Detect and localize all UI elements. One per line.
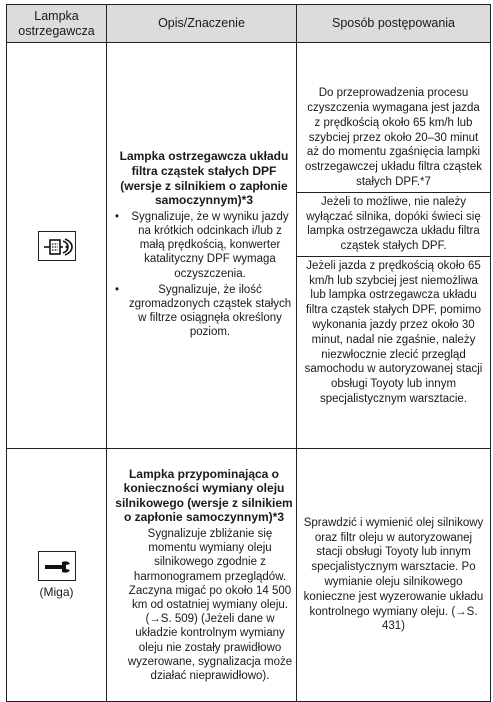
- oil-action-1: Sprawdzić i wymienić olej silnikowy oraz filtr oleju w autoryzowanej stacji obsługi Toyoty lub innym specjalistycznym warsztacie. Po wymianie oleju silnikowego konieczne jest wyzerowanie układu kontrolnego wymiany oleju. (→S. 431): [303, 516, 484, 633]
- dpf-title: Lampka ostrzegawcza układu filtra cząstek stałych DPF (wersje z silnikiem o zapłonie samoczynnym)*3: [119, 149, 289, 208]
- table-header-row: [7, 5, 491, 43]
- description-dpf: [107, 43, 297, 449]
- table-row-oil: [7, 449, 491, 702]
- table-row-dpf: [7, 43, 491, 449]
- dpf-action-3: Jeżeli jazda z prędkością około 65 km/h lub szybciej jest niemożliwa lub lampka ostrzegawcza układu filtra cząstek stałych DPF, pomimo wykonania jazdy przez około 30 minut, nadal nie zgaśnie, należy niezwłocznie zlecić przegląd samochodu w autoryzowanej stacji obsługi Toyoty lub innym specjalistycznym warsztacie.: [297, 256, 490, 409]
- dpf-filter-icon: [38, 231, 76, 261]
- procedure-oil: [297, 449, 491, 702]
- list-item: • Sygnalizuje, że w wyniku jazdy na krótkich odcinkach i/lub z małą prędkością, konwerter katalityczny DPF wymaga oczyszczenia.: [115, 210, 293, 281]
- dpf-action-1: Do przeprowadzenia procesu czyszczenia wymagana jest jazda z prędkością około 65 km/h lub szybciej przez około 20–30 minut aż do momentu zgaśnięcia lampki ostrzegawczej układu filtra cząstek stałych DPF.*7: [304, 87, 483, 188]
- wrench-icon: [38, 551, 76, 581]
- icon-cell-oil: [7, 449, 107, 702]
- icon-cell-dpf: [7, 43, 107, 449]
- blinking-label: (Miga): [39, 585, 74, 599]
- oil-title: Lampka przypominająca o konieczności wymiany oleju silnikowego (wersje z silnikiem o zapłonie samoczynnym)*3: [115, 466, 293, 525]
- warning-lights-page: [6, 4, 490, 702]
- description-oil: [107, 449, 297, 702]
- warning-lights-table: [6, 4, 491, 702]
- header-description: Opis/Znaczenie: [107, 5, 297, 43]
- header-warning-light: Lampka ostrzegawcza: [7, 5, 107, 43]
- dpf-action-2: Jeżeli to możliwe, nie należy wyłączać silnika, dopóki świeci się lampka ostrzegawcza układu filtra cząstek stałych DPF.: [297, 192, 490, 256]
- header-procedure: Sposób postępowania: [297, 5, 491, 43]
- list-item: • Sygnalizuje, że ilość zgromadzonych cząstek stałych w filtrze osiągnęła określony poziom.: [115, 283, 293, 340]
- oil-paragraph-2: Zaczyna migać po około 14 500 km od ostatniej wymiany oleju. (→S. 509) (Jeżeli dane w układzie kontrolnym wymiany oleju nie zostały prawidłowo wyzerowane, sygnalizacja może działać nieprawidłowo).: [127, 584, 293, 683]
- dpf-bullets: [115, 210, 293, 340]
- procedure-dpf: [297, 43, 491, 449]
- oil-paragraph-1: Sygnalizuje zbliżanie się momentu wymiany oleju silnikowego zgodnie z harmonogramem przeglądów.: [133, 528, 287, 583]
